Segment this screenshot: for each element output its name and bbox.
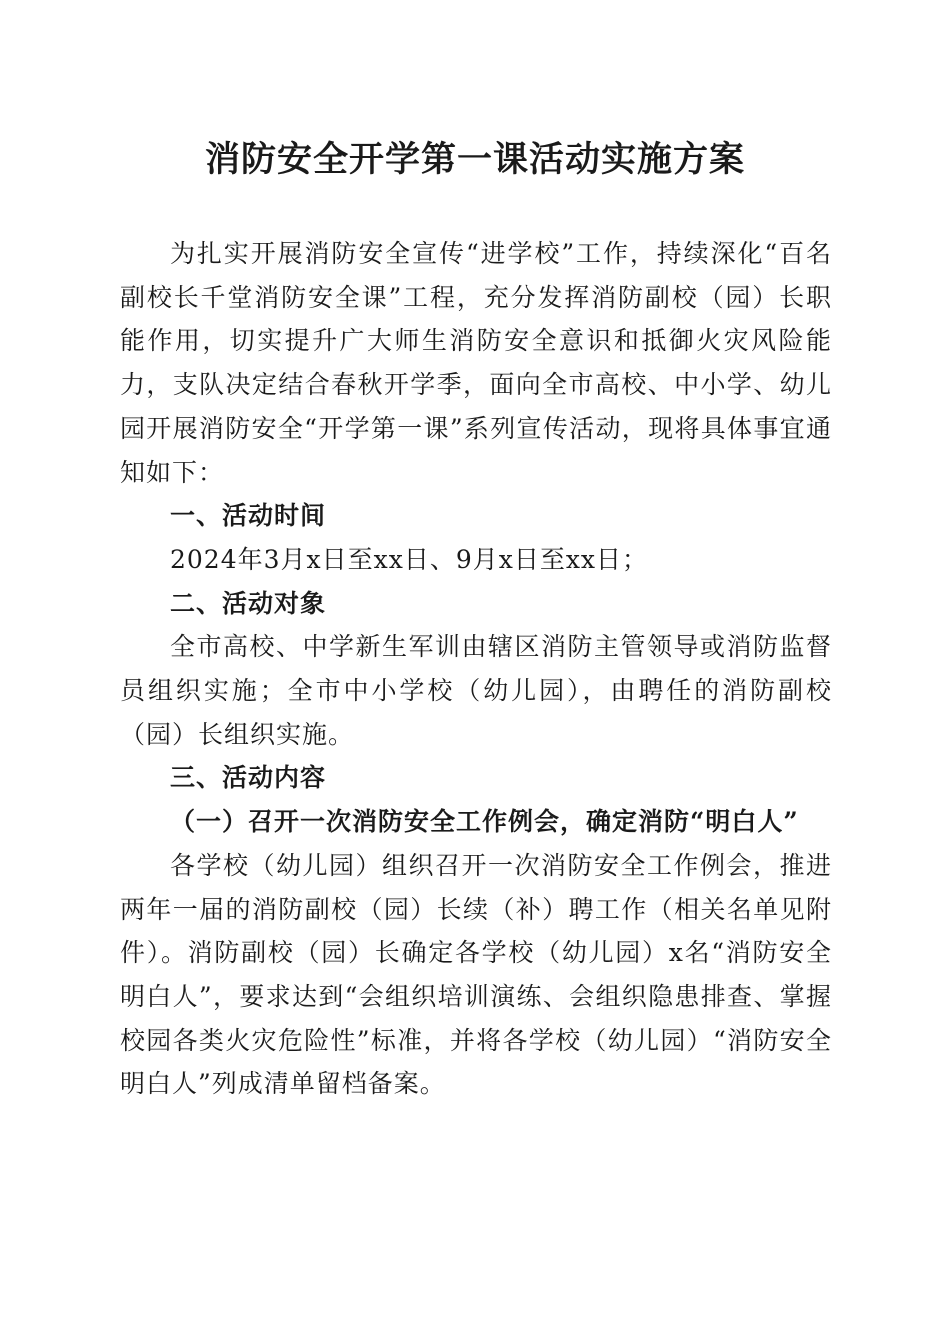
intro-paragraph: 为扎实开展消防安全宣传“进学校”工作，持续深化“百名副校长千堂消防安全课”工程，充分发挥消防副校（园）长职能作用，切实提升广大师生消防安全意识和抵御火灾风险能力，支队决定结合春秋开学季，面向全市高校、中小学、幼儿园开展消防安全“开学第一课”系列宣传活动，现将具体事宜通知如下： — [120, 239, 832, 487]
section-content-time: 2024年3月x日至xx日、9月x日至xx日； — [170, 544, 649, 574]
section-heading-time: 一、活动时间 — [170, 501, 327, 531]
section-heading-content: 三、活动内容 — [170, 763, 327, 793]
document-body — [120, 232, 832, 1106]
document-title: 消防安全开学第一课活动实施方案 — [204, 140, 745, 180]
subsection-heading-meeting: （一）召开一次消防安全工作例会，确定消防“明白人” — [170, 807, 799, 837]
subsection-content-meeting: 各学校（幼儿园）组织召开一次消防安全工作例会，推进两年一届的消防副校（园）长续（补）聘工作（相关名单见附件）。消防副校（园）长确定各学校（幼儿园）x名“消防安全明白人”，要求达到“会组织培训演练、会组织隐患排查、掌握校园各类火灾危险性”标准，并将各学校（幼儿园）“消防安全明白人”列成清单留档备案。 — [120, 850, 832, 1099]
section-heading-target: 二、活动对象 — [170, 588, 327, 618]
section-content-target: 全市高校、中学新生军训由辖区消防主管领导或消防监督员组织实施；全市中小学校（幼儿园），由聘任的消防副校（园）长组织实施。 — [120, 632, 832, 749]
